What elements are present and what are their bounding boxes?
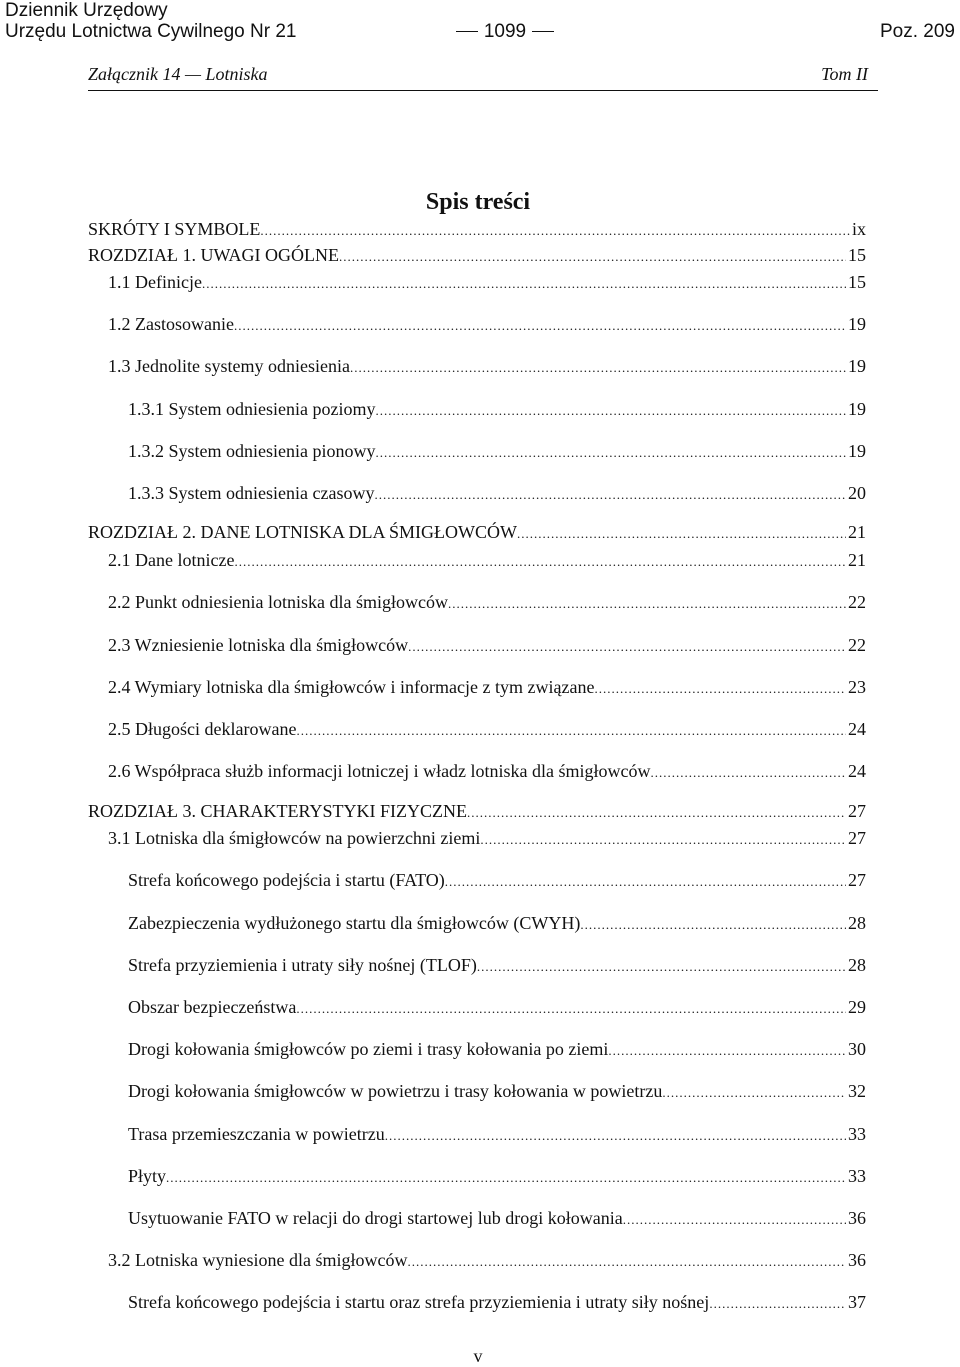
toc-entry[interactable] xyxy=(128,482,866,504)
toc-entry-title: ROZDZIAŁ 2. DANE LOTNISKA DLA ŚMIGŁOWCÓW xyxy=(88,522,517,542)
leader-dots xyxy=(448,591,846,615)
running-head-left: Załącznik 14 — Lotniska xyxy=(88,64,268,84)
toc-entry[interactable] xyxy=(128,1123,866,1145)
leader-dots xyxy=(234,313,846,337)
toc-entry-page: 22 xyxy=(848,592,866,612)
toc-entry-page: 24 xyxy=(848,719,866,739)
toc-entry[interactable] xyxy=(108,591,866,613)
toc-entry-title: Drogi kołowania śmigłowców w powietrzu i trasy kołowania w powietrzu xyxy=(128,1081,663,1101)
toc-entry-title: Usytuowanie FATO w relacji do drogi startowej lub drogi kołowania xyxy=(128,1208,623,1228)
toc-entry-page: 23 xyxy=(848,677,866,697)
toc-entry-page: 29 xyxy=(848,997,866,1017)
toc-entry-title: Zabezpieczenia wydłużonego startu dla śmigłowców (CWYH) xyxy=(128,913,581,933)
toc-entry-page: 22 xyxy=(848,635,866,655)
leader-dots xyxy=(594,676,846,700)
toc-entry[interactable] xyxy=(128,1080,866,1102)
toc-entry-title: Płyty xyxy=(128,1166,167,1186)
toc-entry[interactable] xyxy=(128,912,866,934)
leader-dots xyxy=(234,549,846,573)
toc-entry-title: SKRÓTY I SYMBOLE xyxy=(88,219,261,239)
toc-entry-page: 37 xyxy=(848,1292,866,1312)
toc-entry[interactable] xyxy=(108,355,866,377)
leader-dots xyxy=(350,355,846,379)
journal-issue: Urzędu Lotnictwa Cywilnego Nr 21 xyxy=(5,21,297,42)
toc-entry-page: 15 xyxy=(848,272,866,292)
leader-dots xyxy=(296,718,846,742)
position-number: Poz. 209 xyxy=(880,21,955,42)
toc-entry-title: ROZDZIAŁ 1. UWAGI OGÓLNE xyxy=(88,245,339,265)
toc-entry-page: 28 xyxy=(848,955,866,975)
toc-entry[interactable] xyxy=(108,313,866,335)
toc-entry[interactable] xyxy=(128,440,866,462)
toc-entry[interactable] xyxy=(108,634,866,656)
toc-entry-title: 1.3.1 System odniesienia poziomy xyxy=(128,399,376,419)
leader-dots xyxy=(407,1249,846,1273)
toc-entry-title: Trasa przemieszczania w powietrzu xyxy=(128,1124,385,1144)
toc-entry[interactable] xyxy=(88,800,866,822)
toc-entry-title: 2.3 Wzniesienie lotniska dla śmigłowców xyxy=(108,635,409,655)
toc-entry-page: 20 xyxy=(848,483,866,503)
toc-entry[interactable] xyxy=(108,271,866,293)
leader-dots xyxy=(580,912,846,936)
toc-entry-page: 19 xyxy=(848,441,866,461)
toc-entry-title: Strefa końcowego podejścia i startu (FATO) xyxy=(128,870,445,890)
toc-entry-page: ix xyxy=(851,219,866,239)
leader-dots xyxy=(260,218,850,242)
leader-dots xyxy=(166,1165,846,1189)
leader-dots xyxy=(608,1038,846,1062)
leader-dots xyxy=(375,398,846,422)
toc-entry[interactable] xyxy=(128,1291,866,1313)
toc-entry[interactable] xyxy=(108,1249,866,1271)
toc-entry-title: 3.2 Lotniska wyniesione dla śmigłowców xyxy=(108,1250,408,1270)
toc-entry-page: 19 xyxy=(848,356,866,376)
leader-dots xyxy=(480,827,846,851)
toc-entry-title: 1.3 Jednolite systemy odniesienia xyxy=(108,356,350,376)
leader-dots xyxy=(296,996,846,1020)
journal-name: Dziennik Urzędowy xyxy=(5,0,168,21)
toc-entry-title: Drogi kołowania śmigłowców po ziemi i trasy kołowania po ziemi xyxy=(128,1039,609,1059)
toc-entry-page: 36 xyxy=(848,1208,866,1228)
toc-entry[interactable] xyxy=(128,1207,866,1229)
toc-entry-page: 27 xyxy=(848,801,866,821)
leader-dots xyxy=(709,1291,846,1315)
toc-entry-title: 2.5 Długości deklarowane xyxy=(108,719,297,739)
toc-entry-page: 30 xyxy=(848,1039,866,1059)
running-head-right: Tom II xyxy=(821,64,868,84)
leader-dots xyxy=(385,1123,846,1147)
toc-entry-page: 32 xyxy=(848,1081,866,1101)
leader-dots xyxy=(375,440,846,464)
toc-entry[interactable] xyxy=(108,676,866,698)
toc-entry-page: 24 xyxy=(848,761,866,781)
leader-dots xyxy=(202,271,846,295)
page-number-text: 1099 xyxy=(483,21,527,42)
toc-entry-title: ROZDZIAŁ 3. CHARAKTERYSTYKI FIZYCZNE xyxy=(88,801,467,821)
toc-entry[interactable] xyxy=(128,1165,866,1187)
toc-entry-page: 33 xyxy=(848,1166,866,1186)
toc-entry-page: 27 xyxy=(848,828,866,848)
toc-entry[interactable] xyxy=(128,996,866,1018)
leader-dots xyxy=(651,760,846,784)
leader-dots xyxy=(408,634,846,658)
toc-entry-title: 2.2 Punkt odniesienia lotniska dla śmigłowców xyxy=(108,592,448,612)
toc-entry-page: 33 xyxy=(848,1124,866,1144)
leader-dots xyxy=(477,954,846,978)
toc-entry-page: 28 xyxy=(848,913,866,933)
leader-dots xyxy=(517,521,846,545)
toc-entry-title: 1.2 Zastosowanie xyxy=(108,314,234,334)
toc-entry[interactable] xyxy=(108,827,866,849)
toc-entry-page: 36 xyxy=(848,1250,866,1270)
leader-dots xyxy=(374,482,846,506)
toc-entry-page: 19 xyxy=(848,314,866,334)
toc-entry[interactable] xyxy=(128,869,866,891)
toc-entry[interactable] xyxy=(128,954,866,976)
toc-entry[interactable] xyxy=(88,521,866,543)
toc-entry[interactable] xyxy=(128,398,866,420)
toc-entry-page: 15 xyxy=(848,245,866,265)
toc-entry-page: 19 xyxy=(848,399,866,419)
toc-entry[interactable] xyxy=(108,718,866,740)
toc-entry-title: 1.3.2 System odniesienia pionowy xyxy=(128,441,376,461)
leader-dots xyxy=(339,244,846,268)
toc-entry-title: Strefa przyziemienia i utraty siły nośnej (TLOF) xyxy=(128,955,477,975)
toc-entry[interactable] xyxy=(108,549,866,571)
toc-entry-title: 1.1 Definicje xyxy=(108,272,202,292)
toc-entry-title: 2.1 Dane lotnicze xyxy=(108,550,235,570)
toc-entry-title: Strefa końcowego podejścia i startu oraz strefa przyziemienia i utraty siły nośnej xyxy=(128,1292,710,1312)
leader-dots xyxy=(467,800,846,824)
toc-entry-page: 21 xyxy=(848,522,866,542)
toc-entry[interactable] xyxy=(108,760,866,782)
leader-dots xyxy=(662,1080,846,1104)
leader-dots xyxy=(623,1207,846,1231)
toc-entry[interactable] xyxy=(88,218,866,240)
toc-entry[interactable] xyxy=(128,1038,866,1060)
leader-dots xyxy=(445,869,846,893)
toc-entry-title: Obszar bezpieczeństwa xyxy=(128,997,297,1017)
toc-entry-title: 3.1 Lotniska dla śmigłowców na powierzchni ziemi xyxy=(108,828,481,848)
toc-entry-page: 27 xyxy=(848,870,866,890)
toc-title: Spis treści xyxy=(425,189,531,215)
toc-entry[interactable] xyxy=(88,244,866,266)
footer-page-number: v xyxy=(473,1346,483,1366)
toc-entry-page: 21 xyxy=(848,550,866,570)
toc-entry-title: 1.3.3 System odniesienia czasowy xyxy=(128,483,375,503)
toc-entry-title: 2.4 Wymiary lotniska dla śmigłowców i informacje z tym związane xyxy=(108,677,595,697)
toc-entry-title: 2.6 Współpraca służb informacji lotniczej i władz lotniska dla śmigłowców xyxy=(108,761,651,781)
